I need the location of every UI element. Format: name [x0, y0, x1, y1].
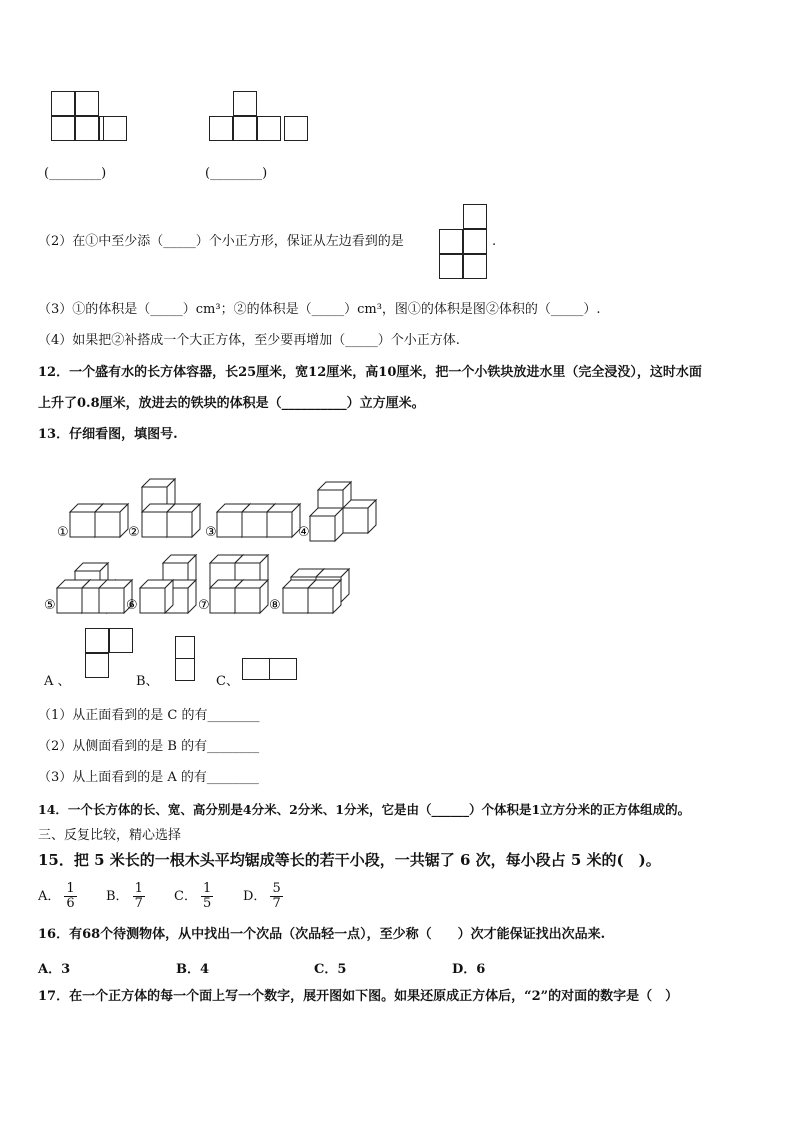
- answer-blank-1[interactable]: (________): [44, 166, 107, 181]
- q15: 15．把 5 米长的一根木头平均锯成等长的若干小段，一共锯了 6 次，每小段占 5 米的( )。: [38, 851, 661, 869]
- q15-option-d[interactable]: D． $\frac{5}{7}$: [243, 881, 281, 911]
- q12-line1: 12．一个盛有水的长方体容器，长25厘米，宽12厘米，高10厘米，把一个小铁块放进水里（完全浸没），这时水面: [38, 365, 702, 380]
- q13-figures: [0, 470, 794, 690]
- figure-5: [57, 563, 132, 613]
- figure-7: [210, 555, 268, 613]
- q12-line2: 上升了0.8厘米，放进去的铁块的体积是（__________）立方厘米。: [38, 396, 425, 411]
- figure-label: ③: [205, 525, 217, 540]
- q15-option-a[interactable]: A． $\frac{1}{6}$: [38, 881, 75, 911]
- figure-6: [140, 555, 196, 613]
- figure-label: ①: [57, 525, 69, 540]
- figure-8: [283, 569, 349, 613]
- q15-option-b[interactable]: B． $\frac{1}{7}$: [106, 881, 143, 911]
- figure-4: [310, 482, 376, 541]
- q13-sub3: （3）从上面看到的是 A 的有________: [38, 770, 259, 785]
- q16: 16．有68个待测物体，从中找出一个次品（次品轻一点），至少称（ ）次才能保证找出次品来.: [38, 927, 606, 942]
- q11-part2-period: .: [492, 234, 497, 249]
- figure-label: ②: [128, 525, 140, 540]
- figure-label: ⑤: [44, 598, 56, 613]
- figure-label: ⑧: [269, 598, 281, 613]
- figure-3: [217, 504, 300, 537]
- q13-sub1: （1）从正面看到的是 C 的有________: [38, 708, 260, 723]
- figure-label: ④: [298, 525, 310, 540]
- q16-option-a[interactable]: A．3: [38, 962, 71, 977]
- figure-2: [142, 479, 200, 537]
- figure-1: [70, 504, 128, 537]
- q11-part4: （4）如果把②补搭成一个大正方体，至少要再增加（_____）个小正方体.: [38, 333, 460, 348]
- answer-blank-2[interactable]: (________): [205, 166, 268, 181]
- q14: 14．一个长方体的长、宽、高分别是4分米、2分米、1分米，它是由（______）个体积是1立方分米的正方体组成的。: [38, 802, 691, 817]
- view-label-c: C、: [216, 674, 239, 689]
- q13-sub2: （2）从侧面看到的是 B 的有________: [38, 739, 260, 754]
- figure-label: ⑦: [198, 598, 210, 613]
- view-label-a: A 、: [44, 674, 71, 689]
- q15-option-c[interactable]: C． $\frac{1}{5}$: [174, 881, 212, 911]
- q11-part2: （2）在①中至少添（_____）个小正方形，保证从左边看到的是: [38, 234, 404, 249]
- q17: 17．在一个正方体的每一个面上写一个数字，展开图如下图。如果还原成正方体后，“2”的对面的数字是（ ）: [38, 989, 679, 1004]
- section-3-title: 三、反复比较，精心选择: [38, 828, 182, 843]
- q16-option-d[interactable]: D．6: [452, 962, 486, 977]
- q13-title: 13．仔细看图，填图号.: [38, 427, 178, 442]
- q11-part3: （3）①的体积是（_____）cm³；②的体积是（_____）cm³，图①的体积是图②体积的（_____）.: [38, 302, 601, 317]
- view-label-b: B、: [136, 674, 159, 689]
- figure-label: ⑥: [126, 598, 138, 613]
- q16-option-b[interactable]: B．4: [176, 962, 210, 977]
- q16-option-c[interactable]: C．5: [314, 962, 347, 977]
